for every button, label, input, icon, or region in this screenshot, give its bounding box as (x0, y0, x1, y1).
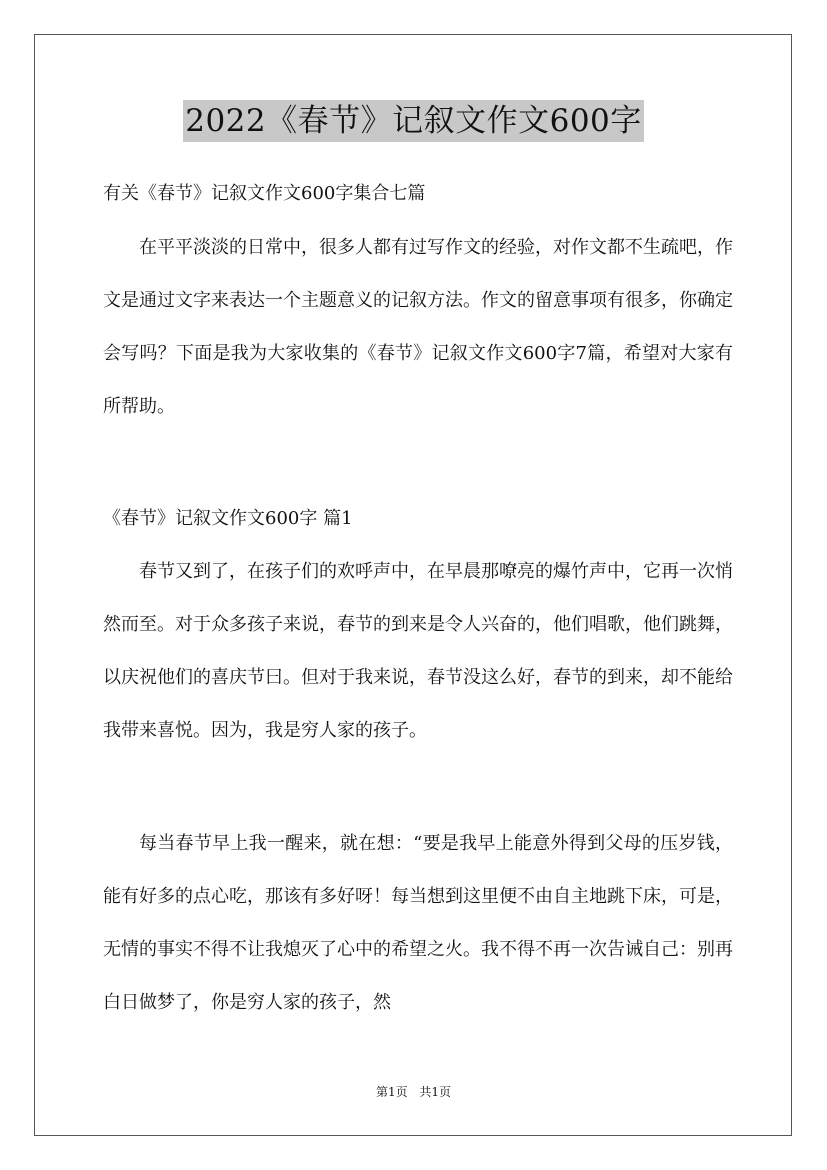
intro-paragraph: 在平平淡淡的日常中，很多人都有过写作文的经验，对作文都不生疏吧，作文是通过文字来表达一个主题意义的记叙方法。作文的留意事项有很多，你确定会写吗？下面是我为大家收集的《春节》记叙文作文600字7篇，希望对大家有所帮助。 (103, 237, 733, 417)
body-paragraph-2: 每当春节早上我一醒来，就在想：“要是我早上能意外得到父母的压岁钱，能有好多的点心吃，那该有多好呀！每当想到这里便不由自主地跳下床，可是，无情的事实不得不让我熄灭了心中的希望之火。我不得不再一次告诫自己：别再白日做梦了，你是穷人家的孩子，然 (103, 833, 733, 1013)
section-heading: 《春节》记叙文作文600字 篇1 (103, 508, 353, 529)
document-subtitle: 有关《春节》记叙文作文600字集合七篇 (103, 183, 426, 204)
page-footer (0, 1083, 827, 1100)
page-total: 共1页 (419, 1085, 452, 1099)
body-paragraph-1: 春节又到了，在孩子们的欢呼声中，在早晨那嘹亮的爆竹声中，它再一次悄然而至。对于众多孩子来说，春节的到来是令人兴奋的，他们唱歌，他们跳舞，以庆祝他们的喜庆节曰。但对于我来说，春节没这么好，春节的到来，却不能给我带来喜悦。因为，我是穷人家的孩子。 (103, 561, 733, 741)
title-container (0, 100, 827, 142)
page-number: 第1页 (375, 1085, 408, 1099)
document-title: 2022《春节》记叙文作文600字 (183, 100, 644, 142)
